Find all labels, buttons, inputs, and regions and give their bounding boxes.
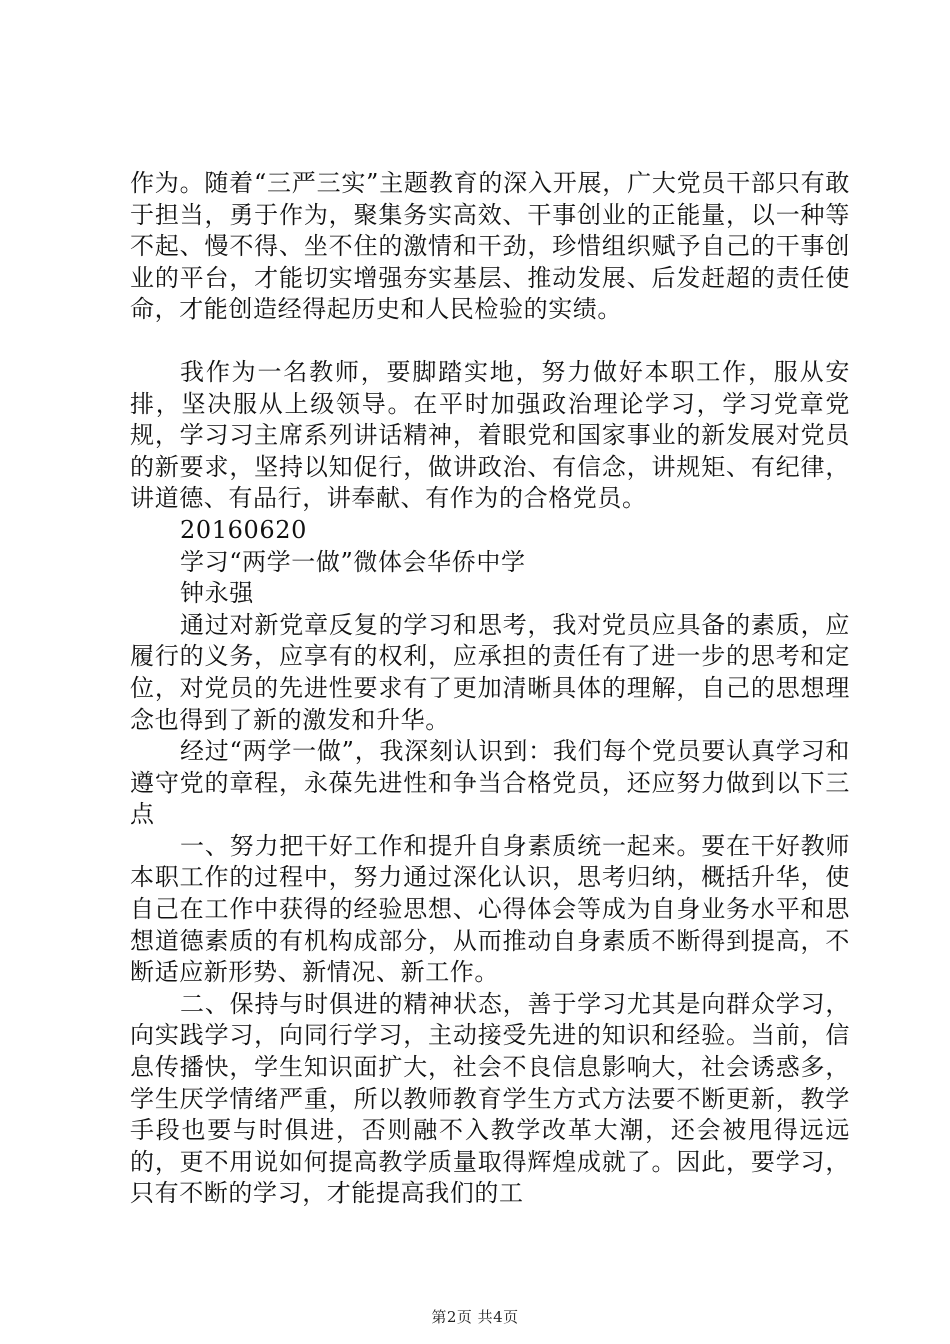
paragraph-point-two: 二、保持与时俱进的精神状态，善于学习尤其是向群众学习，向实践学习，向同行学习，主动接受先进的知识和经验。当前，信息传播快，学生知识面扩大，社会不良信息影响大，社会诱惑多，学生厌学情绪严重，所以教师教育学生方式方法要不断更新，教学手段也要与时俱进，否则融不入教学改革大潮，还会被甩得远远的，更不用说如何提高教学质量取得辉煌成就了。因此，要学习，只有不断的学习，才能提高我们的工 <box>130 989 850 1208</box>
paragraph-continuation: 作为。随着“三严三实”主题教育的深入开展，广大党员干部只有敢于担当，勇于作为，聚集务实高效、干事创业的正能量，以一种等不起、慢不得、坐不住的激情和干劲，珍惜组织赋予自己的干事创业的平台，才能切实增强夯实基层、推动发展、后发赶超的责任使命，才能创造经得起历史和人民检验的实绩。 <box>130 169 850 324</box>
document-body <box>130 168 850 1210</box>
page-number-footer: 第2页 共4页 <box>431 1308 519 1326</box>
paragraph-teacher-duty: 我作为一名教师，要脚踏实地，努力做好本职工作，服从安排，坚决服从上级领导。在平时加强政治理论学习，学习党章党规，学习习主席系列讲话精神，着眼党和国家事业的新发展对党员的新要求，坚持以知促行，做讲政治、有信念，讲规矩、有纪律，讲道德、有品行，讲奉献、有作为的合格党员。 <box>130 357 850 513</box>
paragraph-three-points: 经过“两学一做”，我深刻认识到：我们每个党员要认真学习和遵守党的章程，永葆先进性和争当合格党员，还应努力做到以下三点 <box>130 737 850 829</box>
paragraph-point-one: 一、努力把干好工作和提升自身素质统一起来。要在干好教师本职工作的过程中，努力通过深化认识，思考归纳，概括升华，使自己在工作中获得的经验思想、心得体会等成为自身业务水平和思想道德素质的有机构成部分，从而推动自身素质不断得到提高，不断适应新形势、新情况、新工作。 <box>130 831 850 987</box>
paragraph-party-constitution: 通过对新党章反复的学习和思考，我对党员应具备的素质，应履行的义务，应享有的权利，应承担的责任有了进一步的思考和定位，对党员的先进性要求有了更加清晰具体的理解，自己的思想理念也得到了新的激发和升华。 <box>130 610 850 734</box>
article-title: 学习“两学一做”微体会华侨中学 <box>180 547 526 576</box>
author-name: 钟永强 <box>180 579 254 608</box>
date-line: 20160620 <box>180 515 307 544</box>
